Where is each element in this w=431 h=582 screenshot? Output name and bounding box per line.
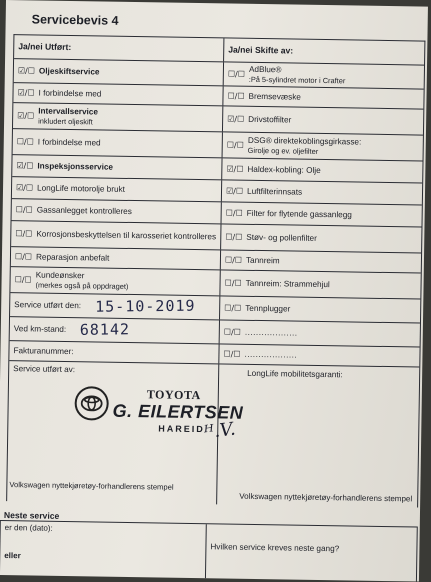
next-service-right [206, 524, 417, 581]
right-item [222, 202, 422, 226]
item-text: Tannreim [245, 255, 280, 266]
km-label: Ved km-stand: [13, 323, 67, 334]
garanti-label: LongLife mobilitetsgaranti: [247, 368, 343, 380]
item-text: Korrosjonsbeskyttelsen til karosseriet kontrolleres [36, 229, 217, 242]
checkbox[interactable]: ☐/☐ [224, 278, 242, 288]
left-item [12, 177, 222, 201]
item-label [247, 187, 302, 197]
left-item [11, 247, 221, 269]
right-item [223, 106, 423, 134]
left-item [12, 199, 222, 223]
checkbox[interactable]: ☐/☐ [227, 91, 245, 101]
item-label [36, 252, 109, 263]
left-item [14, 59, 224, 85]
item-label [248, 92, 300, 102]
service-date-cell [10, 293, 220, 319]
right-item [220, 270, 420, 298]
checkbox[interactable]: ☐/☐ [227, 69, 245, 79]
checkbox[interactable]: ☑/☐ [15, 182, 34, 193]
km-value[interactable]: 68142 [80, 320, 131, 339]
service-table [6, 34, 425, 507]
item-text: Oljeskiftservice [38, 66, 100, 77]
next-or-label: eller [4, 551, 21, 561]
item-label [39, 88, 102, 98]
checkbox-tennplugger[interactable]: ☐/☐ [224, 303, 242, 313]
item-label [37, 205, 132, 216]
checkbox[interactable]: ☐/☐ [15, 204, 33, 215]
toyota-logo-icon [74, 386, 109, 421]
right-item [223, 86, 423, 108]
service-date-value[interactable]: 15-10-2019 [95, 296, 196, 316]
checkbox[interactable]: ☑/☐ [16, 160, 34, 171]
checkbox[interactable]: ☐/☐ [226, 140, 244, 150]
item-label [247, 165, 320, 176]
left-item [11, 221, 221, 249]
checkbox[interactable]: ☑/☐ [225, 186, 244, 196]
blank-item-2-cell [219, 344, 419, 366]
item-label [37, 161, 113, 172]
right-item [222, 180, 422, 204]
page-title: Servicebevis 4 [31, 12, 119, 28]
next-service-title: Neste service [3, 510, 60, 521]
dealer-stamp-box [7, 361, 244, 504]
service-date-label: Service utført den: [14, 299, 82, 310]
item-subtext: Girolje og ev. oljefilter [247, 145, 319, 156]
right-item [221, 250, 421, 272]
item-text: AdBlue® [248, 64, 282, 75]
item-text: I forbindelse med [38, 88, 102, 99]
item-text: Bremsevæske [248, 91, 301, 102]
left-item [12, 155, 222, 179]
header-left: Ja/nei Utført: [14, 35, 224, 61]
checkbox[interactable]: ☑/☐ [17, 87, 35, 98]
item-label [246, 256, 280, 266]
item-text: Drivstoffilter [248, 114, 292, 125]
checkbox[interactable]: ☐/☐ [16, 136, 34, 147]
left-item [13, 103, 223, 131]
item-text: LongLife motorolje brukt [37, 183, 126, 194]
item-subtext: inkludert oljeskift [38, 116, 93, 126]
header-right: Ja/nei Skifte av: [228, 44, 294, 56]
stamp-footer-left: Volkswagen nyttekjøretøy-forhandlerens stempel [9, 480, 174, 492]
item-label [38, 107, 98, 127]
next-date-label: er den (dato): [4, 523, 53, 533]
checkbox-blank-2[interactable]: ☐/☐ [223, 349, 241, 359]
stamp-area [7, 361, 419, 507]
blank-item-1-cell [220, 320, 420, 346]
right-item [224, 62, 424, 88]
next-service-box [0, 520, 418, 582]
right-item [222, 158, 422, 182]
blank-item-2: ................... [244, 349, 298, 360]
stamp-footer-right: Volkswagen nyttekjøretøy-forhandlerens stempel [239, 491, 413, 503]
checkbox[interactable]: ☐/☐ [14, 274, 32, 285]
checkbox[interactable]: ☑/☐ [17, 65, 36, 76]
right-item [223, 132, 423, 160]
tennplugger-cell [220, 296, 420, 322]
tennplugger-label: Tennplugger [245, 303, 291, 314]
item-text: Gassanlegget kontrolleres [36, 205, 132, 216]
checkbox[interactable]: ☐/☐ [225, 232, 243, 242]
right-item [221, 224, 421, 252]
item-label [37, 183, 125, 194]
item-text: Haldex-kobling: Olje [247, 164, 321, 175]
left-item [13, 83, 223, 105]
item-text: Inspeksjonsservice [37, 161, 114, 172]
next-service-left [0, 521, 207, 582]
item-text: Støv- og pollenfilter [246, 232, 317, 243]
next-service-section [0, 510, 418, 582]
stamp-dealer-name: G. EILERTSEN [112, 400, 244, 423]
item-text: Kundeønsker [35, 270, 85, 281]
invoice-cell [9, 341, 219, 363]
service-by-label: Service utført av: [13, 364, 76, 375]
item-text: Luftfilterinnsats [247, 186, 303, 197]
checkbox[interactable]: ☐/☐ [15, 228, 33, 239]
left-item [13, 129, 223, 157]
next-service-question: Hvilken service kreves neste gang? [210, 542, 340, 554]
item-label [248, 115, 291, 125]
km-cell [10, 317, 220, 343]
item-text: I forbindelse med [37, 137, 101, 148]
signature: ᴴ.V. [203, 418, 237, 444]
invoice-label: Fakturanummer: [13, 345, 74, 356]
blank-item-1: ................... [244, 327, 298, 338]
checkbox[interactable]: ☐/☐ [14, 251, 33, 262]
item-label [249, 65, 346, 86]
checkbox[interactable]: ☑/☐ [226, 164, 244, 174]
checkbox[interactable]: ☐/☐ [225, 208, 243, 218]
garanti-box [217, 364, 419, 507]
item-text: Reparasjon anbefalt [35, 252, 110, 263]
item-label [36, 229, 216, 241]
item-subtext: :På 5-sylindret motor i Crafter [248, 74, 346, 85]
item-text: DSG® direktekoblingsgirkasse: [247, 135, 362, 147]
item-label [247, 209, 352, 220]
stamp-place: HAREID [158, 423, 205, 435]
checkbox[interactable]: ☑/☐ [17, 110, 35, 121]
stamp-brand: TOYOTA [146, 387, 201, 403]
checkbox[interactable]: ☑/☐ [227, 114, 245, 124]
item-label [246, 233, 317, 244]
item-text: Filter for flytende gassanlegg [246, 208, 352, 220]
item-text: Tannreim: Strammehjul [245, 278, 330, 289]
checkbox[interactable]: ☐/☐ [224, 255, 243, 265]
item-label [36, 271, 129, 291]
item-label [246, 279, 330, 290]
item-label [38, 137, 101, 147]
left-item [10, 267, 220, 295]
item-label [248, 136, 362, 157]
item-text: Intervallservice [38, 106, 99, 117]
item-label [39, 66, 100, 76]
checkbox-blank-1[interactable]: ☐/☐ [223, 327, 241, 337]
item-subtext: (merkes også på oppdraget) [35, 280, 129, 291]
